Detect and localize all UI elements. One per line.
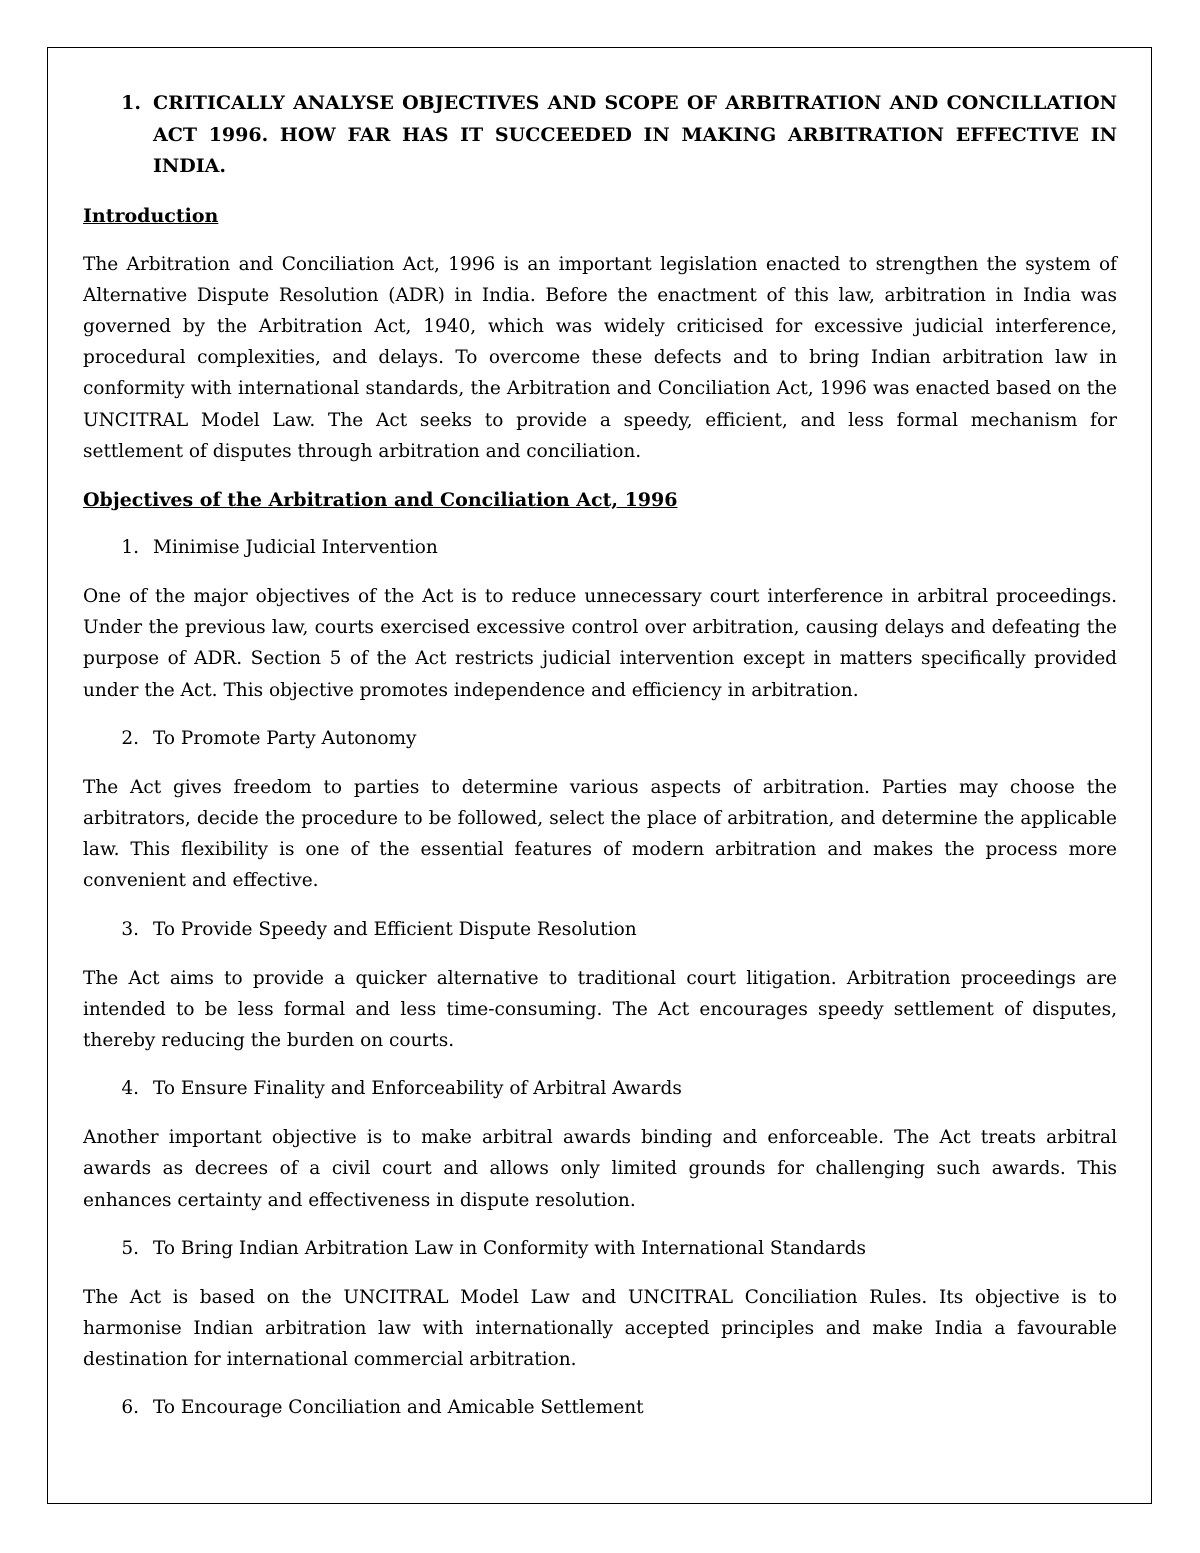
objective-label: To Promote Party Autonomy — [153, 727, 417, 749]
objective-number: 6. — [121, 1397, 139, 1419]
question-number: 1. — [121, 92, 141, 114]
document-body — [83, 88, 1117, 1441]
objective-item — [83, 1393, 1117, 1423]
objective-number: 4. — [121, 1078, 139, 1100]
objectives-heading: Objectives of the Arbitration and Conciliation Act, 1996 — [83, 488, 678, 511]
objective-paragraph: The Act gives freedom to parties to determine various aspects of arbitration. Parties may choose the arbitrators, decide the procedure to be followed, select the place of arbitration, and determine the applicable law. This flexibility is one of the essential features of modern arbitration and makes the process more convenient and effective. — [83, 776, 1117, 892]
objective-item — [83, 533, 1117, 563]
objective-paragraph: One of the major objectives of the Act is to reduce unnecessary court interference in arbitral proceedings. Under the previous law, courts exercised excessive control over arbitration, causing delays and defeating the purpose of ADR. Section 5 of the Act restricts judicial intervention except in matters specifically provided under the Act. This objective promotes independence and efficiency in arbitration. — [83, 585, 1117, 701]
objective-item — [83, 724, 1117, 754]
objective-number: 2. — [121, 727, 139, 749]
question-title-text: CRITICALLY ANALYSE OBJECTIVES AND SCOPE OF ARBITRATION AND CONCILLATION ACT 1996. HOW FAR HAS IT SUCCEEDED IN MAKING ARBITRATION EFFECTIVE IN INDIA. — [153, 92, 1117, 177]
objective-label: To Ensure Finality and Enforceability of Arbitral Awards — [153, 1078, 682, 1100]
objective-number: 1. — [121, 536, 139, 558]
objective-label: To Encourage Conciliation and Amicable Settlement — [153, 1397, 644, 1419]
introduction-paragraph: The Arbitration and Conciliation Act, 1996 is an important legislation enacted to strengthen the system of Alternative Dispute Resolution (ADR) in India. Before the enactment of this law, arbitration in India was governed by the Arbitration Act, 1940, which was widely criticised for excessive judicial interference, procedural complexities, and delays. To overcome these defects and to bring Indian arbitration law in conformity with international standards, the Arbitration and Conciliation Act, 1996 was enacted based on the UNCITRAL Model Law. The Act seeks to provide a speedy, efficient, and less formal mechanism for settlement of disputes through arbitration and conciliation. — [83, 253, 1117, 462]
question-title — [83, 88, 1117, 183]
objective-label: Minimise Judicial Intervention — [153, 536, 438, 558]
objective-label: To Bring Indian Arbitration Law in Conformity with International Standards — [153, 1237, 866, 1259]
objective-item — [83, 915, 1117, 945]
introduction-heading: Introduction — [83, 204, 219, 227]
objective-paragraph: Another important objective is to make arbitral awards binding and enforceable. The Act treats arbitral awards as decrees of a civil court and allows only limited grounds for challenging such awards. This enhances certainty and effectiveness in dispute resolution. — [83, 1127, 1117, 1211]
objective-paragraph: The Act aims to provide a quicker alternative to traditional court litigation. Arbitration proceedings are intended to be less formal and less time-consuming. The Act encourages speedy settlement of disputes, thereby reducing the burden on courts. — [83, 967, 1117, 1051]
objective-paragraph: The Act is based on the UNCITRAL Model Law and UNCITRAL Conciliation Rules. Its objective is to harmonise Indian arbitration law with internationally accepted principles and make India a favourable destination for international commercial arbitration. — [83, 1286, 1117, 1371]
objective-number: 3. — [121, 918, 139, 940]
objective-item — [83, 1234, 1117, 1264]
objective-item — [83, 1074, 1117, 1104]
objective-number: 5. — [121, 1237, 139, 1259]
objective-label: To Provide Speedy and Efficient Dispute Resolution — [153, 918, 637, 940]
